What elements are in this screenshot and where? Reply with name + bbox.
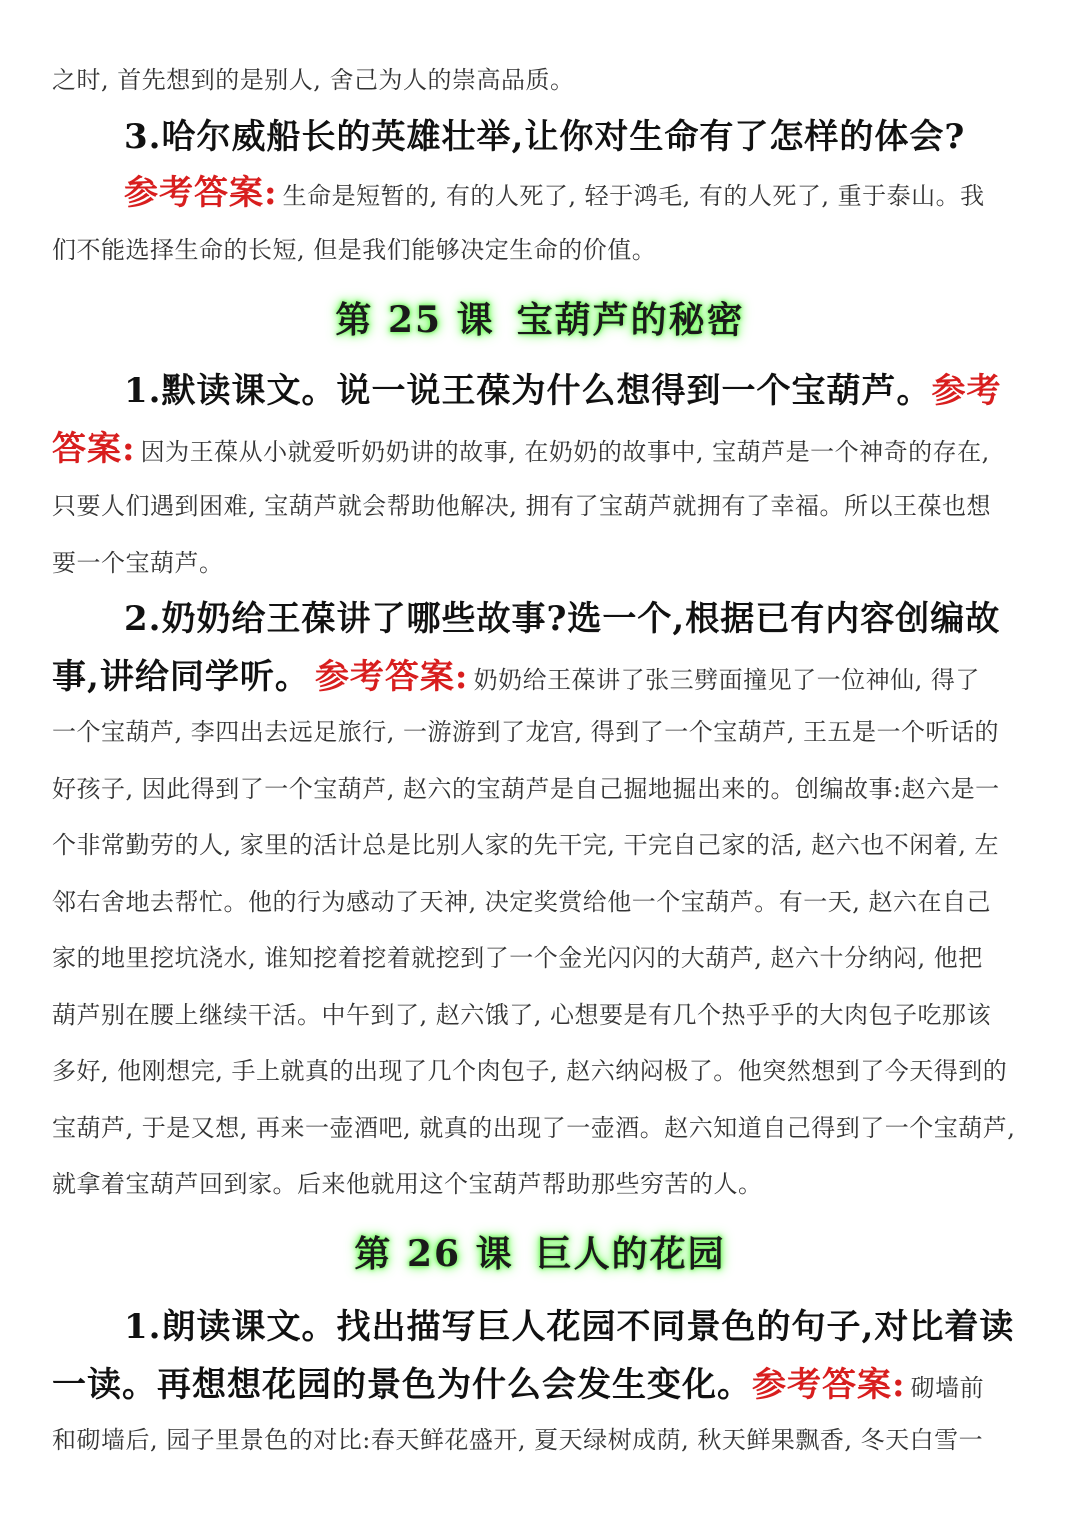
paragraph-line: 之时, 首先想到的是别人, 舍己为人的崇高品质。 (52, 66, 575, 94)
answer-text: 砌墙前 (910, 1374, 985, 1402)
question-2-line (52, 657, 980, 697)
answer-text: 多好, 他刚想完, 手上就真的出现了几个肉包子, 赵六纳闷极了。他突然想到了今天得到的 (52, 1057, 1008, 1085)
answer-label: 参考 (931, 371, 1002, 411)
question-1-line (124, 371, 1002, 411)
answer-line (124, 173, 985, 213)
question-3: 3.哈尔威船长的英雄壮举,让你对生命有了怎样的体会? (124, 117, 966, 157)
answer-text: 一个宝葫芦, 李四出去远足旅行, 一游游到了龙宫, 得到了一个宝葫芦, 王五是一个听话的 (52, 718, 1000, 746)
question-1-line (52, 1365, 985, 1405)
answer-text: 因为王葆从小就爱听奶奶讲的故事, 在奶奶的故事中, 宝葫芦是一个神奇的存在, (140, 438, 990, 466)
answer-text: 生命是短暂的, 有的人死了, 轻于鸿毛, 有的人死了, 重于泰山。我 (282, 182, 985, 210)
question-2-cont: 事,讲给同学听。 (52, 657, 310, 697)
lesson-number: 第 26 课 (354, 1233, 514, 1275)
question-1: 1.默读课文。说一说王葆为什么想得到一个宝葫芦。 (124, 371, 932, 411)
lesson-title: 巨人的花园 (535, 1233, 726, 1275)
question-1: 1.朗读课文。找出描写巨人花园不同景色的句子,对比着读 (124, 1307, 1015, 1347)
answer-text: 个非常勤劳的人, 家里的活计总是比别人家的先干完, 干完自己家的活, 赵六也不闲着, 左 (52, 831, 1000, 859)
question-1-cont: 一读。再想想花园的景色为什么会发生变化。 (52, 1365, 752, 1405)
answer-text: 奶奶给王葆讲了张三劈面撞见了一位神仙, 得了 (473, 666, 980, 694)
answer-label: 参考答案: (752, 1365, 906, 1405)
answer-label: 答案: (52, 429, 136, 469)
lesson-title: 宝葫芦的秘密 (516, 299, 745, 341)
answer-text: 就拿着宝葫芦回到家。后来他就用这个宝葫芦帮助那些穷苦的人。 (52, 1170, 763, 1198)
lesson-26-heading (0, 1233, 1080, 1275)
answer-text: 家的地里挖坑浇水, 谁知挖着挖着就挖到了一个金光闪闪的大葫芦, 赵六十分纳闷, 他把 (52, 944, 983, 972)
answer-line (52, 429, 990, 469)
answer-text: 邻右舍地去帮忙。他的行为感动了天神, 决定奖赏给他一个宝葫芦。有一天, 赵六在自己 (52, 888, 992, 916)
lesson-25-heading (0, 299, 1080, 341)
answer-text: 好孩子, 因此得到了一个宝葫芦, 赵六的宝葫芦是自己掘地掘出来的。创编故事:赵六是一 (52, 775, 1000, 803)
answer-text: 们不能选择生命的长短, 但是我们能够决定生命的价值。 (52, 236, 657, 264)
answer-text: 和砌墙后, 园子里景色的对比:春天鲜花盛开, 夏天绿树成荫, 秋天鲜果飘香, 冬天白雪一 (52, 1426, 984, 1454)
answer-label: 参考答案: (314, 657, 469, 697)
answer-text: 宝葫芦, 于是又想, 再来一壶酒吧, 就真的出现了一壶酒。赵六知道自己得到了一个宝葫芦, (52, 1114, 1016, 1142)
lesson-number: 第 25 课 (335, 299, 495, 341)
answer-text: 要一个宝葫芦。 (52, 549, 224, 577)
answer-label: 参考答案: (124, 173, 278, 213)
answer-text: 只要人们遇到困难, 宝葫芦就会帮助他解决, 拥有了宝葫芦就拥有了幸福。所以王葆也想 (52, 492, 992, 520)
answer-text: 葫芦别在腰上继续干活。中午到了, 赵六饿了, 心想要是有几个热乎乎的大肉包子吃那该 (52, 1001, 992, 1029)
question-2: 2.奶奶给王葆讲了哪些故事?选一个,根据已有内容创编故 (124, 599, 1001, 639)
